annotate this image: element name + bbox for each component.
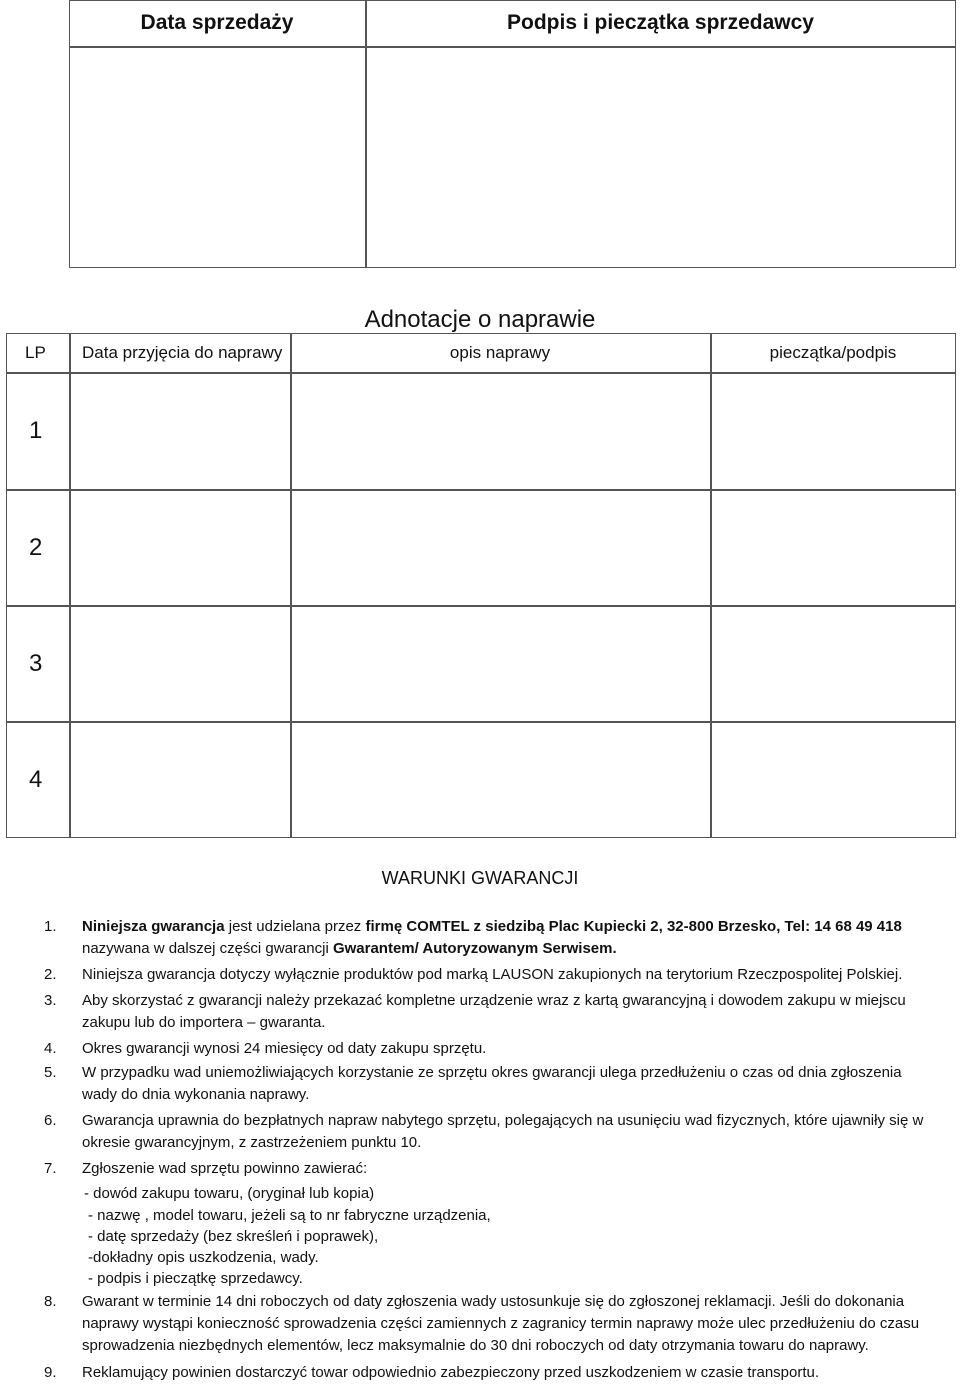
col-header-stamp: pieczątka/podpis xyxy=(769,343,897,362)
item-number: 5. xyxy=(44,1064,57,1081)
item-text: Zgłoszenie wad sprzętu powinno zawierać: xyxy=(82,1160,368,1177)
item-text-line: wady do dnia wykonania naprawy. xyxy=(82,1086,310,1103)
repair-section-title: Adnotacje o naprawie xyxy=(364,306,596,333)
item-1-part: firmę COMTEL z siedzibą Plac Kupiecki 2, 32-800 Brzesko, Tel: 14 68 49 418 xyxy=(365,918,902,935)
seller-signature-cell[interactable] xyxy=(367,48,954,266)
item-text: Okres gwarancji wynosi 24 miesięcy od daty zakupu sprzętu. xyxy=(82,1040,487,1057)
row-number-2: 2 xyxy=(29,534,43,561)
repair-row-divider xyxy=(6,489,956,491)
requirement-line: -dokładny opis uszkodzenia, wady. xyxy=(88,1249,319,1266)
col-header-description: opis naprawy xyxy=(449,343,551,362)
repair-table xyxy=(6,333,956,838)
item-text-line: zakupu lub do importera – gwaranta. xyxy=(82,1014,326,1031)
row-number-3: 3 xyxy=(29,650,43,677)
item-number: 9. xyxy=(44,1364,57,1381)
item-text-line: Gwarant w terminie 14 dni roboczych od daty zgłoszenia wady ustosunkuje się do zgłoszonej reklamacji. Jeśli do dokonania xyxy=(82,1293,905,1310)
repair-col-divider xyxy=(710,333,712,838)
item-number: 1. xyxy=(44,918,57,935)
item-1-part: jest udzielana przez xyxy=(224,918,366,935)
item-text: Reklamujący powinien dostarczyć towar odpowiednio zabezpieczony przed uszkodzeniem w czasie transportu. xyxy=(82,1364,820,1381)
requirement-line: - podpis i pieczątkę sprzedawcy. xyxy=(88,1270,303,1287)
item-number: 2. xyxy=(44,966,57,983)
item-1-part: Niniejsza gwarancja xyxy=(82,918,225,935)
row-number-1: 1 xyxy=(29,417,43,444)
item-text-line: okresie gwarancyjnym, z zastrzeżeniem punktu 10. xyxy=(82,1134,422,1151)
repair-col-divider xyxy=(69,333,71,838)
repair-col-divider xyxy=(290,333,292,838)
col-header-date: Data przyjęcia do naprawy xyxy=(82,343,283,362)
row-number-4: 4 xyxy=(29,766,43,793)
item-number: 6. xyxy=(44,1112,57,1129)
item-text-line: naprawy wystąpi konieczność sprowadzenia części zamiennych z zagranicy termin naprawy może ulec przedłużeniu do czasu xyxy=(82,1315,920,1332)
item-number: 4. xyxy=(44,1040,57,1057)
item-text-line: Gwarancja uprawnia do bezpłatnych napraw nabytego sprzętu, polegających na usunięciu wad fizycznych, które ujawniły się w xyxy=(82,1112,924,1129)
requirement-line: - nazwę , model towaru, jeżeli są to nr fabryczne urządzenia, xyxy=(88,1207,491,1224)
requirement-line: - datę sprzedaży (bez skreśleń i poprawek), xyxy=(88,1228,379,1245)
repair-row-divider xyxy=(6,721,956,723)
item-number: 8. xyxy=(44,1293,57,1310)
requirement-line: - dowód zakupu towaru, (oryginał lub kopia) xyxy=(84,1185,375,1202)
sale-date-header: Data sprzedaży xyxy=(140,11,294,34)
repair-table-header-divider xyxy=(6,372,956,374)
item-text-line: sprowadzenia niezbędnych elementów, lecz maksymalnie do 30 dni roboczych od daty otrzymania towaru do naprawy. xyxy=(82,1337,869,1354)
item-1-part: nazywana w dalszej części gwarancji xyxy=(82,940,333,957)
item-number: 3. xyxy=(44,992,57,1009)
item-text-line: Aby skorzystać z gwarancji należy przekazać kompletne urządzenie wraz z kartą gwarancyjną i dowodem zakupu w miejscu xyxy=(82,992,906,1009)
item-number: 7. xyxy=(44,1160,57,1177)
col-header-lp: LP xyxy=(25,343,46,362)
warranty-title: WARUNKI GWARANCJI xyxy=(381,868,579,888)
repair-row-divider xyxy=(6,605,956,607)
seller-signature-header: Podpis i pieczątka sprzedawcy xyxy=(507,11,814,34)
item-1-part: Gwarantem/ Autoryzowanym Serwisem. xyxy=(332,940,617,957)
item-text-line: W przypadku wad uniemożliwiających korzystanie ze sprzętu okres gwarancji ulega przedłużeniu o czas od dnia zgłoszenia xyxy=(82,1064,902,1081)
sale-date-cell[interactable] xyxy=(71,48,363,266)
item-text: Niniejsza gwarancja dotyczy wyłącznie produktów pod marką LAUSON zakupionych na terytorium Rzeczpospolitej Polskiej. xyxy=(82,966,903,983)
